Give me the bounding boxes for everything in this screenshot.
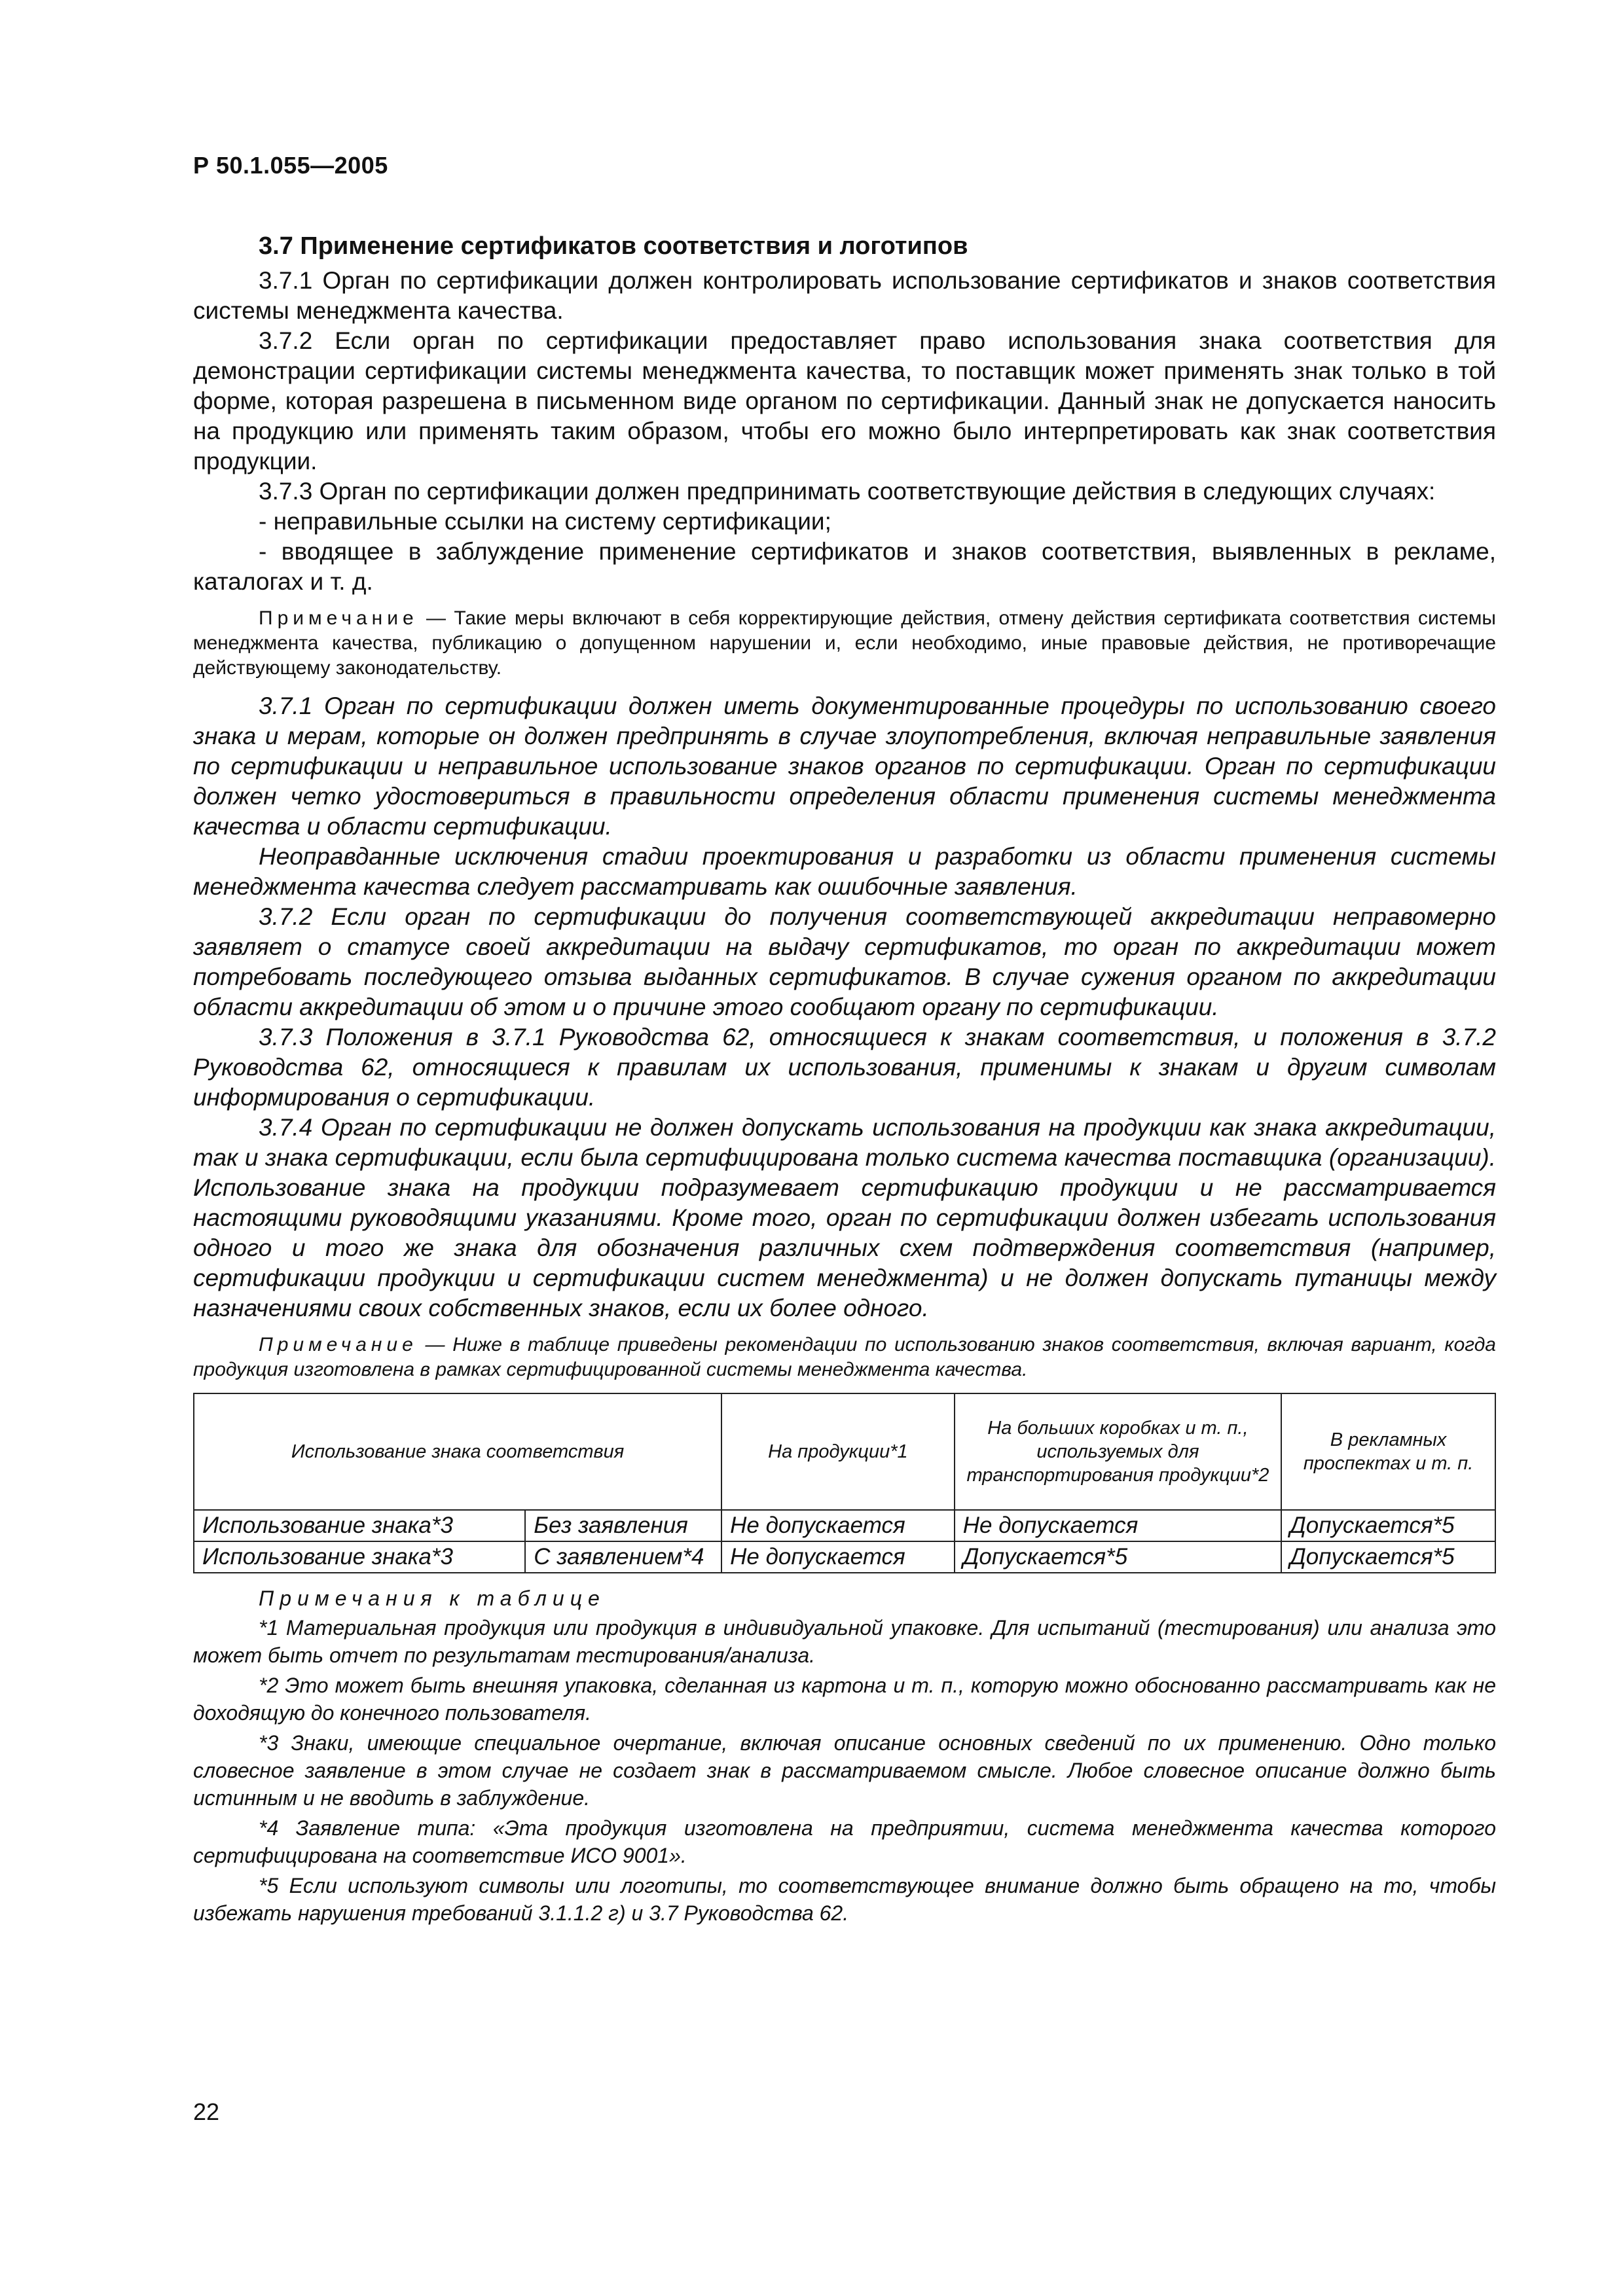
table-header-cell: На больших коробках и т. п., используемых для транспортирования продукции*2 [955, 1393, 1281, 1510]
mark-usage-table [193, 1393, 1496, 1573]
italic-paragraph-3-7-4: 3.7.4 Орган по сертификации не должен допускать использования на продукции как знака аккредитации, так и знака сертификации, если была сертифицирована только система качества поставщика (организации). Использование знака на продукции подразумевает сертификацию продукции и не рассматривается настоящими руководящими указаниями. Кроме того, орган по сертификации должен избегать использования одного и того же знака для обозначения различных схем подтверждения соответствия (например, сертификации продукции и сертификации систем менеджмента) и не должен допускать путаницы между назначениями своих собственных знаков, если их более одного. [193, 1114, 1496, 1321]
table-cell: Не допускается [955, 1510, 1281, 1541]
table-cell: Использование знака*3 [194, 1541, 525, 1573]
table-note [193, 1333, 1496, 1382]
table-row [194, 1510, 1495, 1541]
table-note-1: *1 Материальная продукция или продукция в индивидуальной упаковке. Для испытаний (тестирования) или анализа это может быть отчет по результатам тестирования/анализа. [193, 1616, 1496, 1667]
table-note-4: *4 Заявление типа: «Эта продукция изготовлена на предприятии, система менеджмента качества которого сертифицирована на соответствие ИСО 9001». [193, 1816, 1496, 1867]
table-cell: С заявлением*4 [525, 1541, 721, 1573]
table-header-cell: В рекламных проспектах и т. п. [1281, 1393, 1495, 1510]
italic-paragraph-3-7-3: 3.7.3 Положения в 3.7.1 Руководства 62, относящиеся к знакам соответствия, и положения в 3.7.2 Руководства 62, относящиеся к правилам их использования, применимы к знакам и другим символам информирования о сертификации. [193, 1024, 1496, 1111]
table-cell: Не допускается [721, 1541, 955, 1573]
section-title: 3.7 Применение сертификатов соответствия и логотипов [259, 232, 968, 260]
document-code: Р 50.1.055—2005 [193, 152, 388, 179]
list-item: - неправильные ссылки на систему сертификации; [259, 508, 831, 535]
table-header-cell: Использование знака соответствия [194, 1393, 721, 1510]
note-text: — Ниже в таблице приведены рекомендации по использованию знаков соответствия, включая вариант, когда продукция изготовлена в рамках сертифицированной системы менеджмента качества. [193, 1334, 1496, 1380]
note-label: Примечание [259, 1334, 418, 1355]
note-text: — Такие меры включают в себя корректирующие действия, отмену действия сертификата соответствия системы менеджмента качества, публикацию о допущенном нарушении и, если необходимо, иные правовые действия, не противоречащие действующему законодательству. [193, 607, 1496, 679]
table-cell: Допускается*5 [1281, 1510, 1495, 1541]
table-cell: Использование знака*3 [194, 1510, 525, 1541]
table-cell: Допускается*5 [1281, 1541, 1495, 1573]
main-content [193, 230, 1496, 1929]
list-item: - вводящее в заблуждение применение сертификатов и знаков соответствия, выявленных в рекламе, каталогах и т. д. [193, 538, 1496, 595]
italic-paragraph-exclusions: Неоправданные исключения стадии проектирования и разработки из области применения системы менеджмента качества следует рассматривать как ошибочные заявления. [193, 843, 1496, 900]
italic-paragraph-3-7-1: 3.7.1 Орган по сертификации должен иметь документированные процедуры по использованию своего знака и мерам, которые он должен предпринять в случае злоупотребления, включая неправильные заявления по сертификации и неправильное использование знаков органов по сертификации. Орган по сертификации должен четко удостовериться в правильности определения области применения системы менеджмента качества и области сертификации. [193, 692, 1496, 840]
table-row [194, 1541, 1495, 1573]
paragraph-3-7-1: 3.7.1 Орган по сертификации должен контролировать использование сертификатов и знаков соответствия системы менеджмента качества. [193, 267, 1496, 324]
note-label: Примечание [259, 607, 418, 629]
table-note-3: *3 Знаки, имеющие специальное очертание, включая описание основных сведений по их применению. Одно только словесное заявление в этом случае не создает знак в рассматриваемом смысле. Любое словесное описание должно быть истинным и не вводить в заблуждение. [193, 1731, 1496, 1810]
paragraph-3-7-2: 3.7.2 Если орган по сертификации предоставляет право использования знака соответствия для демонстрации сертификации системы менеджмента качества, то поставщик может применять знак только в той форме, которая разрешена в письменном виде органом по сертификации. Данный знак не допускается наносить на продукцию или применять таким образом, чтобы его можно было интерпретировать как знак соответствия продукции. [193, 327, 1496, 475]
table-cell: Допускается*5 [955, 1541, 1281, 1573]
table-notes-title: Примечания к таблице [259, 1587, 606, 1610]
note [193, 606, 1496, 681]
italic-paragraph-3-7-2: 3.7.2 Если орган по сертификации до получения соответствующей аккредитации неправомерно заявляет о статусе своей аккредитации на выдачу сертификатов, то орган по аккредитации может потребовать последующего отзыва выданных сертификатов. В случае сужения органом по аккредитации области аккредитации об этом и о причине этого сообщают органу по сертификации. [193, 903, 1496, 1020]
table-note-5: *5 Если используют символы или логотипы, то соответствующее внимание должно быть обращено на то, чтобы избежать нарушения требований 3.1.1.2 г) и 3.7 Руководства 62. [193, 1874, 1496, 1925]
table-cell: Без заявления [525, 1510, 721, 1541]
table-cell: Не допускается [721, 1510, 955, 1541]
table-header-cell: На продукции*1 [721, 1393, 955, 1510]
paragraph-3-7-3: 3.7.3 Орган по сертификации должен предпринимать соответствующие действия в следующих случаях: [259, 478, 1436, 505]
table-note-2: *2 Это может быть внешняя упаковка, сделанная из картона и т. п., которую можно обоснованно рассматривать как не доходящую до конечного пользователя. [193, 1674, 1496, 1725]
table-header-row [194, 1393, 1495, 1510]
page-number: 22 [193, 2098, 220, 2125]
